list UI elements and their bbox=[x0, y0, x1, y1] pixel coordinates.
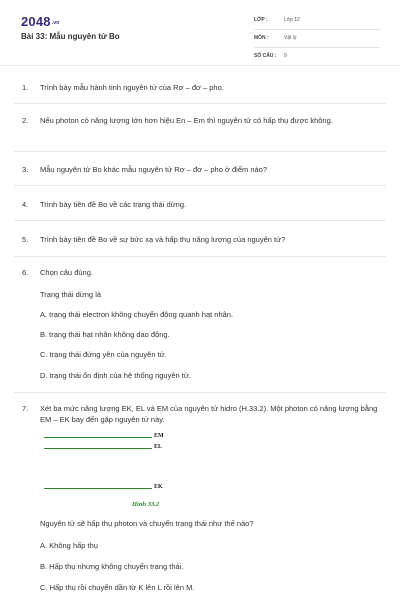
meta-value: 9 bbox=[284, 53, 287, 59]
question-text: Chọn câu đúng. bbox=[40, 268, 93, 277]
question-text: Trình bày mẫu hành tinh nguyên tử của Rơ – đơ – pho. bbox=[40, 83, 224, 92]
lesson-title: Bài 33: Mẫu nguyên tử Bo bbox=[21, 32, 120, 41]
question-text: Xét ba mức năng lượng EK, EL và EM của nguyên tử hidro (H.33.2). Một photon có năng lượng bằng EM – EK bay đến gặp nguyên tử này. bbox=[40, 404, 378, 424]
meta-value: Vật lý bbox=[284, 35, 297, 41]
answer-option-a[interactable]: A. Không hấp thụ bbox=[40, 541, 98, 550]
question-divider bbox=[14, 392, 386, 393]
question-divider bbox=[14, 185, 386, 186]
question-number: 4. bbox=[22, 200, 29, 209]
meta-key: SỐ CÂU : bbox=[254, 53, 277, 59]
question-number: 7. bbox=[22, 404, 29, 413]
answer-option-d[interactable]: D. trạng thái ổn định của hệ thống nguyên tử. bbox=[40, 371, 191, 380]
figure-caption: Hình 33.2 bbox=[132, 501, 160, 508]
question-number: 2. bbox=[22, 116, 29, 125]
level-line-em bbox=[44, 437, 152, 438]
answer-option-c[interactable]: C. trạng thái đứng yên của nguyên tử. bbox=[40, 350, 167, 359]
question-divider bbox=[14, 256, 386, 257]
question-number: 6. bbox=[22, 268, 29, 277]
question-prompt: Nguyên tử sẽ hấp thụ photon và chuyển trạng thái như thế nào? bbox=[40, 519, 254, 528]
question-number: 5. bbox=[22, 235, 29, 244]
question-text: Trình bày tiên đề Bo về sự bức xạ và hấp thụ năng lượng của nguyên tử? bbox=[40, 235, 286, 244]
answer-option-a[interactable]: A. trạng thái electron không chuyển động quanh hạt nhân. bbox=[40, 310, 234, 319]
answer-option-b[interactable]: B. trạng thái hạt nhân không dao động. bbox=[40, 330, 170, 339]
question-divider bbox=[14, 151, 386, 152]
question-text: Mẫu nguyên tử Bo khác mẫu nguyên tử Rơ – đơ – pho ở điểm nào? bbox=[40, 165, 268, 174]
question-text: Trình bày tiên đề Bo về các trạng thái dừng. bbox=[40, 200, 187, 209]
question-divider bbox=[14, 220, 386, 221]
energy-level-diagram bbox=[40, 433, 200, 513]
question-number: 3. bbox=[22, 165, 29, 174]
level-label-el: EL bbox=[154, 444, 163, 450]
question-divider bbox=[14, 103, 386, 104]
answer-option-b[interactable]: B. Hấp thụ nhưng không chuyển trạng thái. bbox=[40, 562, 184, 571]
level-line-el bbox=[44, 448, 152, 449]
question-number: 1. bbox=[22, 83, 29, 92]
answer-option-c[interactable]: C. Hấp thụ rồi chuyển dần từ K lên L rồi lên M. bbox=[40, 583, 195, 592]
level-label-ek: EK bbox=[154, 484, 163, 490]
meta-key: MÔN : bbox=[254, 35, 269, 41]
logo-text: 2048 bbox=[21, 14, 51, 29]
logo-suffix: .vn bbox=[51, 19, 60, 26]
level-line-ek bbox=[44, 488, 152, 489]
meta-value: Lớp 12 bbox=[284, 17, 300, 23]
question-prompt: Trạng thái dừng là bbox=[40, 290, 102, 299]
level-label-em: EM bbox=[154, 433, 164, 439]
question-text: Nếu photon có năng lượng lớn hơn hiệu En – Em thì nguyên tử có hấp thụ được không. bbox=[40, 116, 333, 125]
meta-key: LỚP : bbox=[254, 17, 268, 23]
